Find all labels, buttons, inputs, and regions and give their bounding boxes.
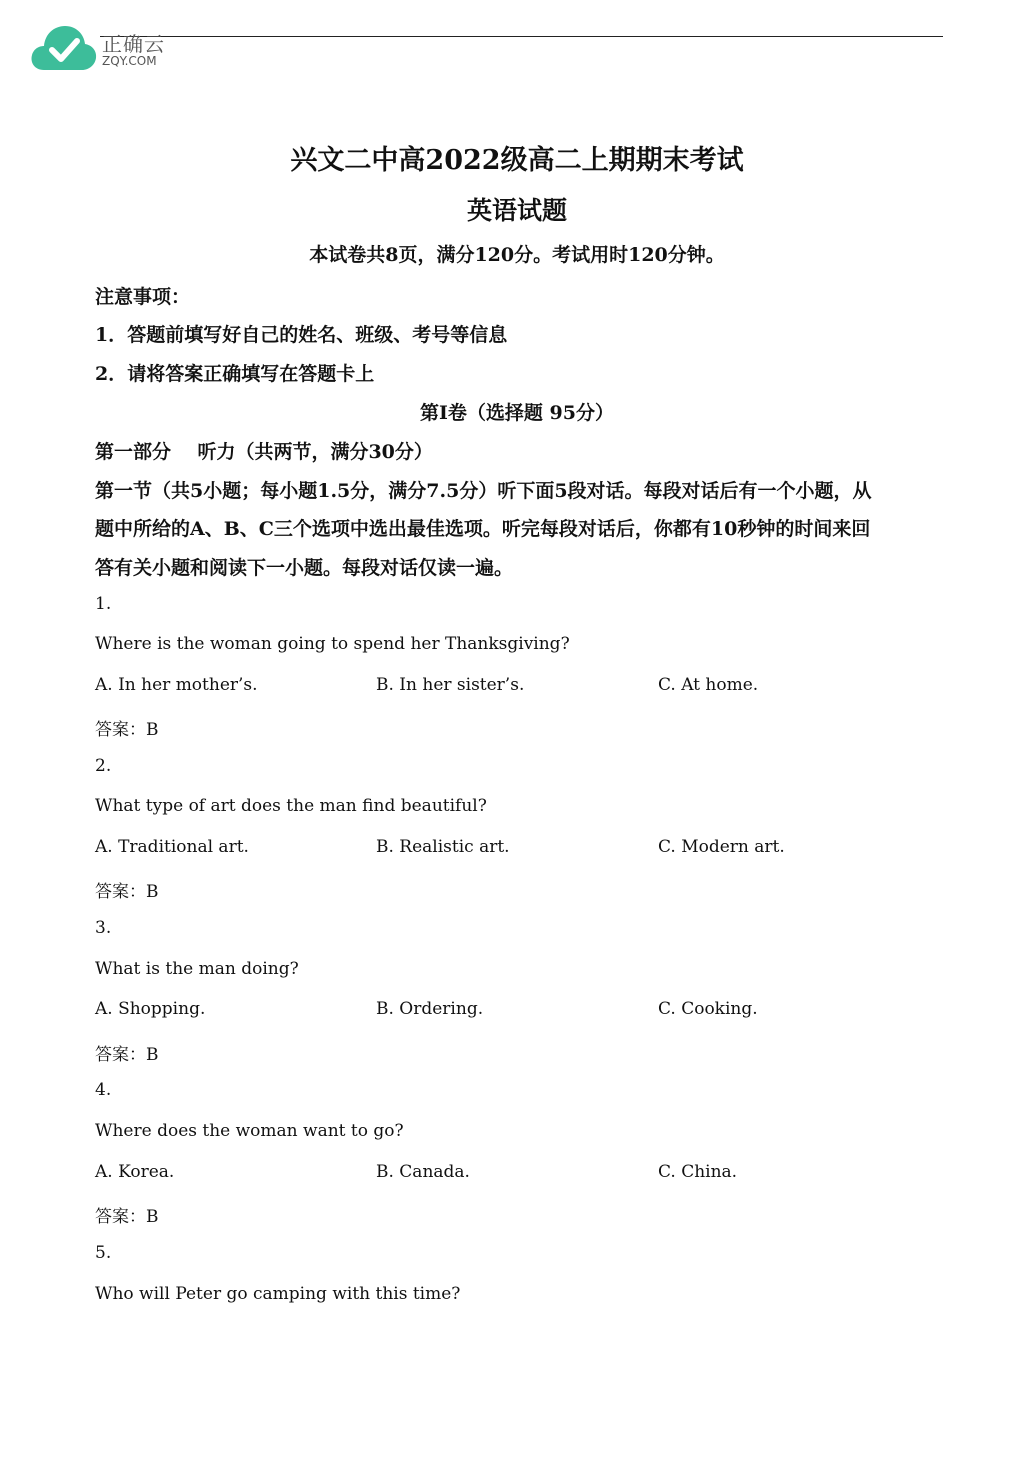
option-c: C. China. [658, 1162, 738, 1182]
option-a: A. Traditional art. [95, 837, 249, 857]
question-text: Where is the woman going to spend her Thanksgiving? [95, 634, 570, 654]
option-a: A. In her mother’s. [95, 675, 258, 695]
question-number: 1. [95, 594, 112, 614]
part-heading: 第一部分 听力（共两节，满分30分） [95, 441, 433, 463]
instruction-line: 题中所给的A、B、C三个选项中选出最佳选项。听完每段对话后，你都有10秒钟的时间来回 [95, 518, 871, 540]
option-c: C. Modern art. [658, 837, 785, 857]
cloud-check-icon [30, 24, 98, 74]
question-number: 2. [95, 756, 112, 776]
exam-info: 本试卷共8页，满分120分。考试用时120分钟。 [309, 244, 725, 266]
instruction-line: 答有关小题和阅读下一小题。每段对话仅读一遍。 [95, 557, 514, 579]
logo-text-cn: 正确云 [102, 32, 165, 56]
question-number: 3. [95, 918, 112, 938]
note-item: 2．请将答案正确填写在答题卡上 [95, 363, 375, 385]
answer: 答案：B [95, 720, 159, 740]
question-text: What is the man doing? [95, 959, 299, 979]
option-b: B. Ordering. [376, 999, 484, 1019]
logo-text-en: ZQY.COM [102, 54, 157, 68]
header-rule [100, 36, 943, 37]
instruction-line: 第一节（共5小题；每小题1.5分，满分7.5分）听下面5段对话。每段对话后有一个小题，从 [95, 480, 872, 502]
answer: 答案：B [95, 1045, 159, 1065]
option-c: C. Cooking. [658, 999, 758, 1019]
question-text: What type of art does the man find beautiful? [95, 796, 487, 816]
note-item: 1．答题前填写好自己的姓名、班级、考号等信息 [95, 324, 508, 346]
option-a: A. Shopping. [95, 999, 206, 1019]
zqy-logo [30, 24, 180, 74]
question-text: Where does the woman want to go? [95, 1121, 404, 1141]
option-c: C. At home. [658, 675, 759, 695]
question-number: 5. [95, 1243, 112, 1263]
option-b: B. Realistic art. [376, 837, 510, 857]
volume-heading: 第I卷（选择题 95分） [420, 402, 614, 424]
option-b: B. In her sister’s. [376, 675, 525, 695]
question-text: Who will Peter go camping with this time? [95, 1284, 461, 1304]
notes-heading: 注意事项： [95, 286, 191, 308]
option-b: B. Canada. [376, 1162, 470, 1182]
answer: 答案：B [95, 882, 159, 902]
subject-title: 英语试题 [466, 196, 567, 225]
answer: 答案：B [95, 1207, 159, 1227]
question-number: 4. [95, 1080, 112, 1100]
option-a: A. Korea. [95, 1162, 175, 1182]
exam-title: 兴文二中高2022级高二上期期末考试 [290, 145, 744, 176]
